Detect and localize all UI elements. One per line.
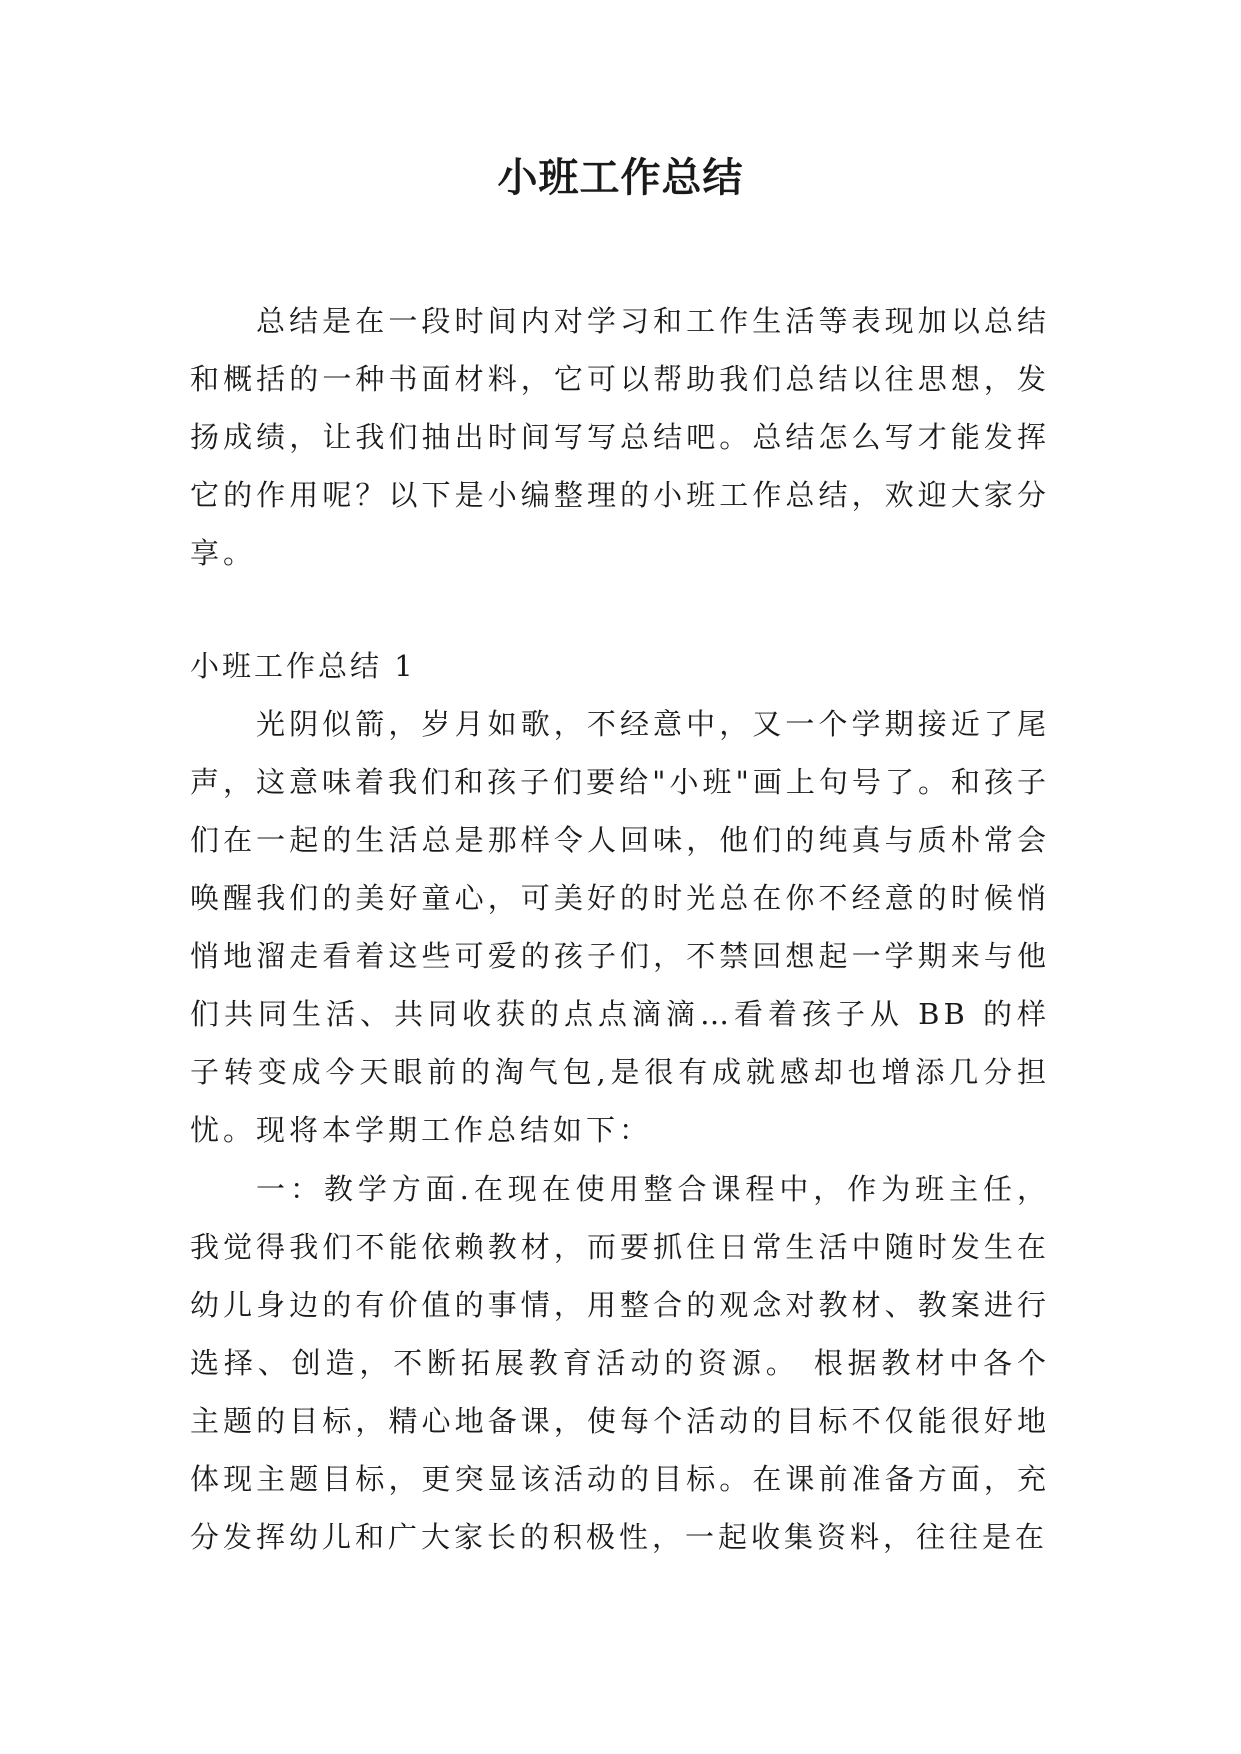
body-paragraph-1: 光阴似箭，岁月如歌，不经意中，又一个学期接近了尾声，这意味着我们和孩子们要给"小班"画上句号了。和孩子们在一起的生活总是那样令人回味，他们的纯真与质朴常会唤醒我们的美好童心，可美好的时光总在你不经意的时候悄悄地溜走看着这些可爱的孩子们，不禁回想起一学期来与他们共同生活、共同收获的点点滴滴…看着孩子从 BB 的样子转变成今天眼前的淘气包,是很有成就感却也增添几分担忧。现将本学期工作总结如下：: [190, 707, 1050, 1147]
intro-paragraph: 总结是在一段时间内对学习和工作生活等表现加以总结和概括的一种书面材料，它可以帮助我们总结以往思想，发扬成绩，让我们抽出时间写写总结吧。总结怎么写才能发挥它的作用呢？以下是小编整理的小班工作总结，欢迎大家分享。: [190, 304, 1050, 570]
body-paragraph-2: 一：教学方面.在现在使用整合课程中，作为班主任，我觉得我们不能依赖教材，而要抓住日常生活中随时发生在幼儿身边的有价值的事情，用整合的观念对教材、教案进行选择、创造，不断拓展教育活动的资源。 根据教材中各个主题的目标，精心地备课，使每个活动的目标不仅能很好地体现主题目标，更突显该活动的目标。在课前准备方面，充分发挥幼儿和广大家长的积极性，一起收集资料，往往是在: [190, 1172, 1050, 1554]
document-title: 小班工作总结: [497, 155, 744, 201]
section-heading: 小班工作总结 1: [190, 649, 416, 683]
